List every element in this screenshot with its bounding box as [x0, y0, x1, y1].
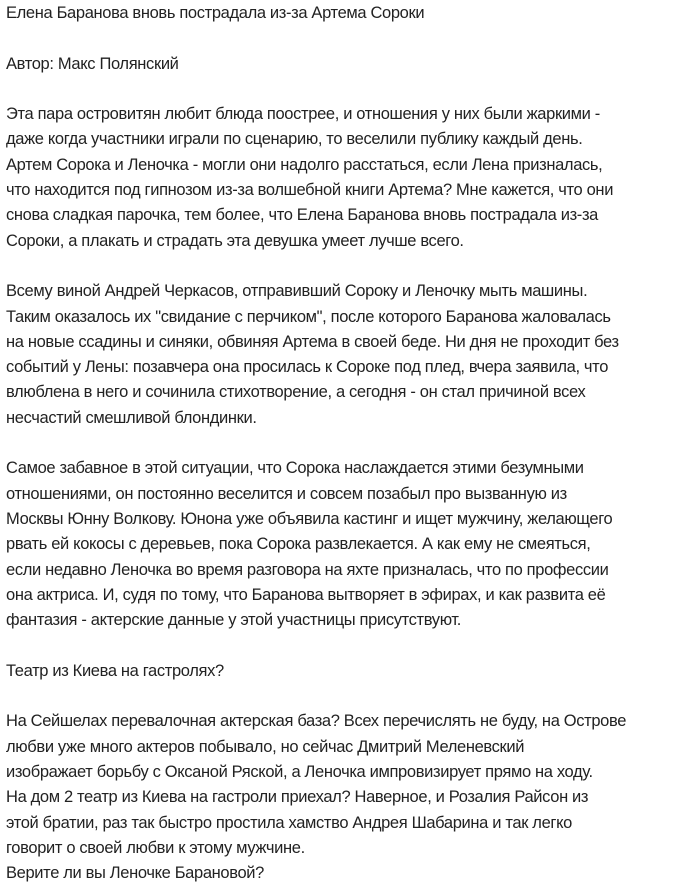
article-author: Автор: Макс Полянский — [6, 54, 179, 73]
paragraph-line: изображает борьбу с Оксаной Ряской, а Леночка импровизирует прямо на ходу. — [6, 762, 593, 781]
paragraph-line: На дом 2 театр из Киева на гастроли приехал? Наверное, и Розалия Райсон из — [6, 788, 589, 807]
paragraph — [6, 709, 699, 886]
paragraph-line: этой братии, раз так быстро простила хамство Андрея Шабарина и так легко — [6, 813, 572, 832]
paragraph-line: Сороки, а плакать и страдать эта девушка умеет лучше всего. — [6, 231, 464, 250]
paragraph-line: Эта пара островитян любит блюда поострее, и отношения у них были жаркими - — [6, 105, 600, 124]
paragraph-line: На Сейшелах перевалочная актерская база? Всех перечислять не буду, на Острове — [6, 712, 627, 731]
article-body — [6, 102, 699, 886]
paragraph-line: она актриса. И, судя по тому, что Баранова вытворяет в эфирах, и как развита её — [6, 585, 606, 604]
paragraph-line: любви уже много актеров побывало, но сейчас Дмитрий Меленевский — [6, 737, 525, 756]
paragraph-line: даже когда участники играли по сценарию, то веселили публику каждый день. — [6, 130, 583, 149]
paragraph-line: фантазия - актерские данные у этой участницы присутствуют. — [6, 611, 461, 630]
paragraph-line: Москвы Юнну Волкову. Юнона уже объявила кастинг и ищет мужчину, желающего — [6, 509, 613, 528]
paragraph-line: отношениями, он постоянно веселится и совсем позабыл про вызванную из — [6, 484, 567, 503]
paragraph-line: несчастий смешливой блондинки. — [6, 408, 257, 427]
paragraph-line: Верите ли вы Леночке Барановой? — [6, 864, 264, 883]
paragraph — [6, 659, 699, 684]
paragraph-line: рвать ей кокосы с деревьев, пока Сорока развлекается. А как ему не смеяться, — [6, 535, 591, 554]
paragraph-line: снова сладкая парочка, тем более, что Елена Баранова вновь пострадала из-за — [6, 206, 598, 225]
paragraph-line: на новые ссадины и синяки, обвиняя Артема в своей беде. Ни дня не проходит без — [6, 332, 619, 351]
paragraph-line: Артем Сорока и Леночка - могли они надолго расстаться, если Лена призналась, — [6, 155, 603, 174]
paragraph-line: Всему виной Андрей Черкасов, отправивший Сороку и Леночку мыть машины. — [6, 282, 588, 301]
paragraph — [6, 279, 699, 431]
paragraph-line: Таким оказалось их "свидание с перчиком", после которого Баранова жаловалась — [6, 307, 611, 326]
paragraph-line: Самое забавное в этой ситуации, что Сорока наслаждается этими безумными — [6, 459, 584, 478]
article-title: Елена Баранова вновь пострадала из-за Артема Сороки — [6, 4, 425, 22]
paragraph-line: что находится под гипнозом из-за волшебной книги Артема? Мне кажется, что они — [6, 181, 614, 200]
paragraph-line: влюблена в него и сочинила стихотворение, а сегодня - он стал причиной всех — [6, 383, 586, 402]
paragraph-line: событий у Лены: позавчера она просилась к Сороке под плед, вчера заявила, что — [6, 358, 609, 377]
paragraph-line: Театр из Киева на гастролях? — [6, 661, 224, 680]
paragraph-line: говорит о своей любви к этому мужчине. — [6, 838, 305, 857]
paragraph — [6, 102, 699, 254]
paragraph — [6, 456, 699, 633]
paragraph-line: если недавно Леночка во время разговора на яхте призналась, что по профессии — [6, 560, 609, 579]
